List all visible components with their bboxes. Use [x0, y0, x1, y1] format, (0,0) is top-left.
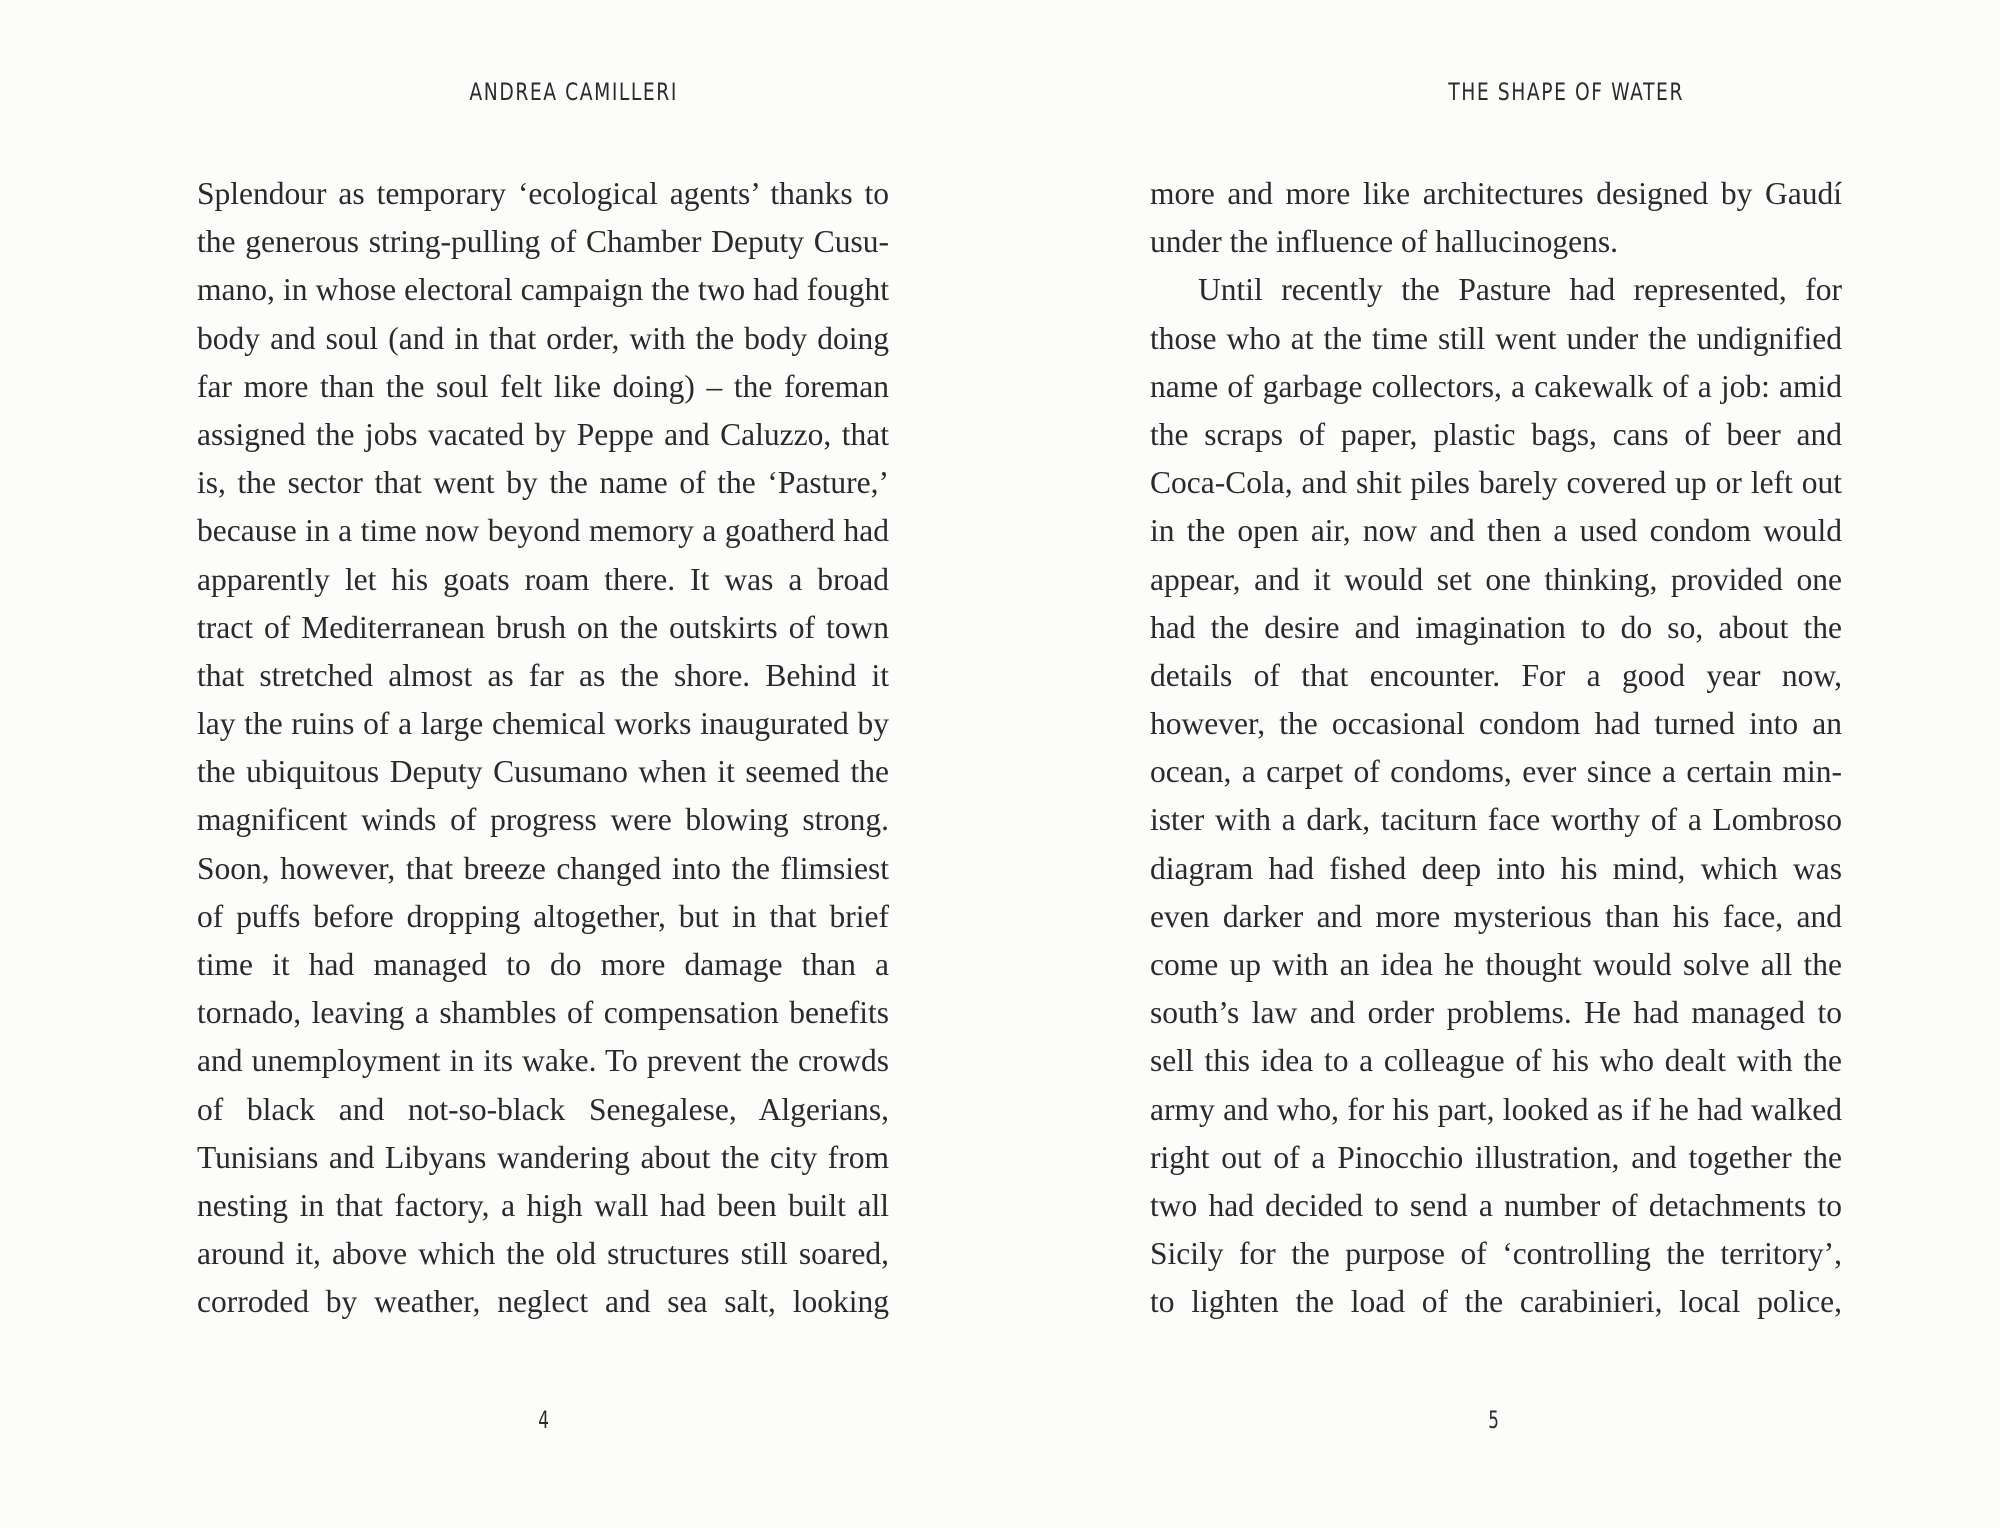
text-line: however, the occasional condom had turned into an — [1150, 706, 1842, 742]
text-line: south’s law and order problems. He had managed to — [1150, 995, 1842, 1031]
text-line: time it had managed to do more damage than a — [197, 947, 889, 982]
text-line: lay the ruins of a large chemical works inaugurated by — [197, 706, 889, 742]
text-line: diagram had fished deep into his mind, which was — [1150, 850, 1842, 886]
text-line: Until recently the Pasture had represented, for — [1198, 272, 1842, 308]
text-line: had the desire and imagination to do so, about the — [1150, 609, 1842, 645]
text-line: ister with a dark, taciturn face worthy of a Lombroso — [1150, 802, 1842, 838]
text-line: magnificent winds of progress were blowing strong. — [197, 802, 889, 838]
text-line: the ubiquitous Deputy Cusumano when it seemed the — [197, 754, 889, 790]
text-line: to lighten the load of the carabinieri, local police, — [1150, 1284, 1842, 1320]
left-page-text — [197, 170, 889, 1327]
text-line: two had decided to send a number of detachments to — [1150, 1187, 1842, 1223]
text-line: the generous string-pulling of Chamber Deputy Cusu- — [197, 224, 889, 260]
text-line: the scraps of paper, plastic bags, cans of beer and — [1150, 416, 1842, 452]
text-line: apparently let his goats roam there. It was a broad — [197, 561, 889, 597]
text-line: in the open air, now and then a used condom would — [1150, 513, 1842, 549]
text-line: of puffs before dropping altogether, but in that brief — [197, 898, 889, 934]
running-head-title: THE SHAPE OF WATER — [1448, 78, 1685, 106]
text-line: Sicily for the purpose of ‘controlling the territory’, — [1150, 1236, 1842, 1272]
text-line: Coca-Cola, and shit piles barely covered up or left out — [1150, 465, 1842, 501]
right-page — [1000, 0, 2000, 1528]
page-number: 5 — [1488, 1406, 1499, 1434]
text-line: nesting in that factory, a high wall had been built all — [197, 1187, 889, 1223]
text-line: appear, and it would set one thinking, provided one — [1150, 561, 1842, 597]
text-line: is, the sector that went by the name of the ‘Pasture,’ — [197, 465, 889, 501]
running-head-author: ANDREA CAMILLERI — [469, 78, 678, 106]
text-line: of black and not-so-black Senegalese, Algerians, — [197, 1091, 889, 1127]
text-line: ocean, a carpet of condoms, ever since a certain min- — [1150, 754, 1842, 790]
text-line: around it, above which the old structures still soared, — [197, 1236, 889, 1272]
text-line: Tunisians and Libyans wandering about the city from — [197, 1139, 889, 1175]
text-line: name of garbage collectors, a cakewalk of a job: amid — [1150, 368, 1842, 404]
text-line: Soon, however, that breeze changed into the flimsiest — [197, 850, 889, 886]
text-line: Splendour as temporary ‘ecological agents’ thanks to — [197, 176, 889, 211]
right-page-text — [1150, 170, 1842, 1327]
text-line: even darker and more mysterious than his face, and — [1150, 898, 1842, 934]
text-line: come up with an idea he thought would solve all the — [1150, 947, 1842, 982]
text-line: more and more like architectures designed by Gaudí — [1150, 176, 1842, 211]
text-line: far more than the soul felt like doing) – the foreman — [197, 368, 889, 404]
text-line: details of that encounter. For a good year now, — [1150, 657, 1842, 693]
text-line: army and who, for his part, looked as if he had walked — [1150, 1091, 1842, 1127]
text-line: those who at the time still went under the undignified — [1150, 320, 1842, 356]
text-line: right out of a Pinocchio illustration, and together the — [1150, 1139, 1842, 1175]
text-line: that stretched almost as far as the shore. Behind it — [197, 657, 889, 693]
text-line: sell this idea to a colleague of his who dealt with the — [1150, 1043, 1842, 1079]
page-number: 4 — [538, 1406, 549, 1434]
text-line: assigned the jobs vacated by Peppe and Caluzzo, that — [197, 416, 889, 452]
text-line: body and soul (and in that order, with the body doing — [197, 320, 889, 356]
text-line: tornado, leaving a shambles of compensation benefits — [197, 995, 889, 1031]
text-line: under the influence of hallucinogens. — [1150, 224, 1618, 260]
text-line: mano, in whose electoral campaign the two had fought — [197, 272, 889, 308]
text-line: corroded by weather, neglect and sea salt, looking — [197, 1284, 889, 1320]
text-line: because in a time now beyond memory a goatherd had — [197, 513, 889, 549]
text-line: and unemployment in its wake. To prevent the crowds — [197, 1043, 889, 1079]
text-line: tract of Mediterranean brush on the outskirts of town — [197, 609, 889, 645]
